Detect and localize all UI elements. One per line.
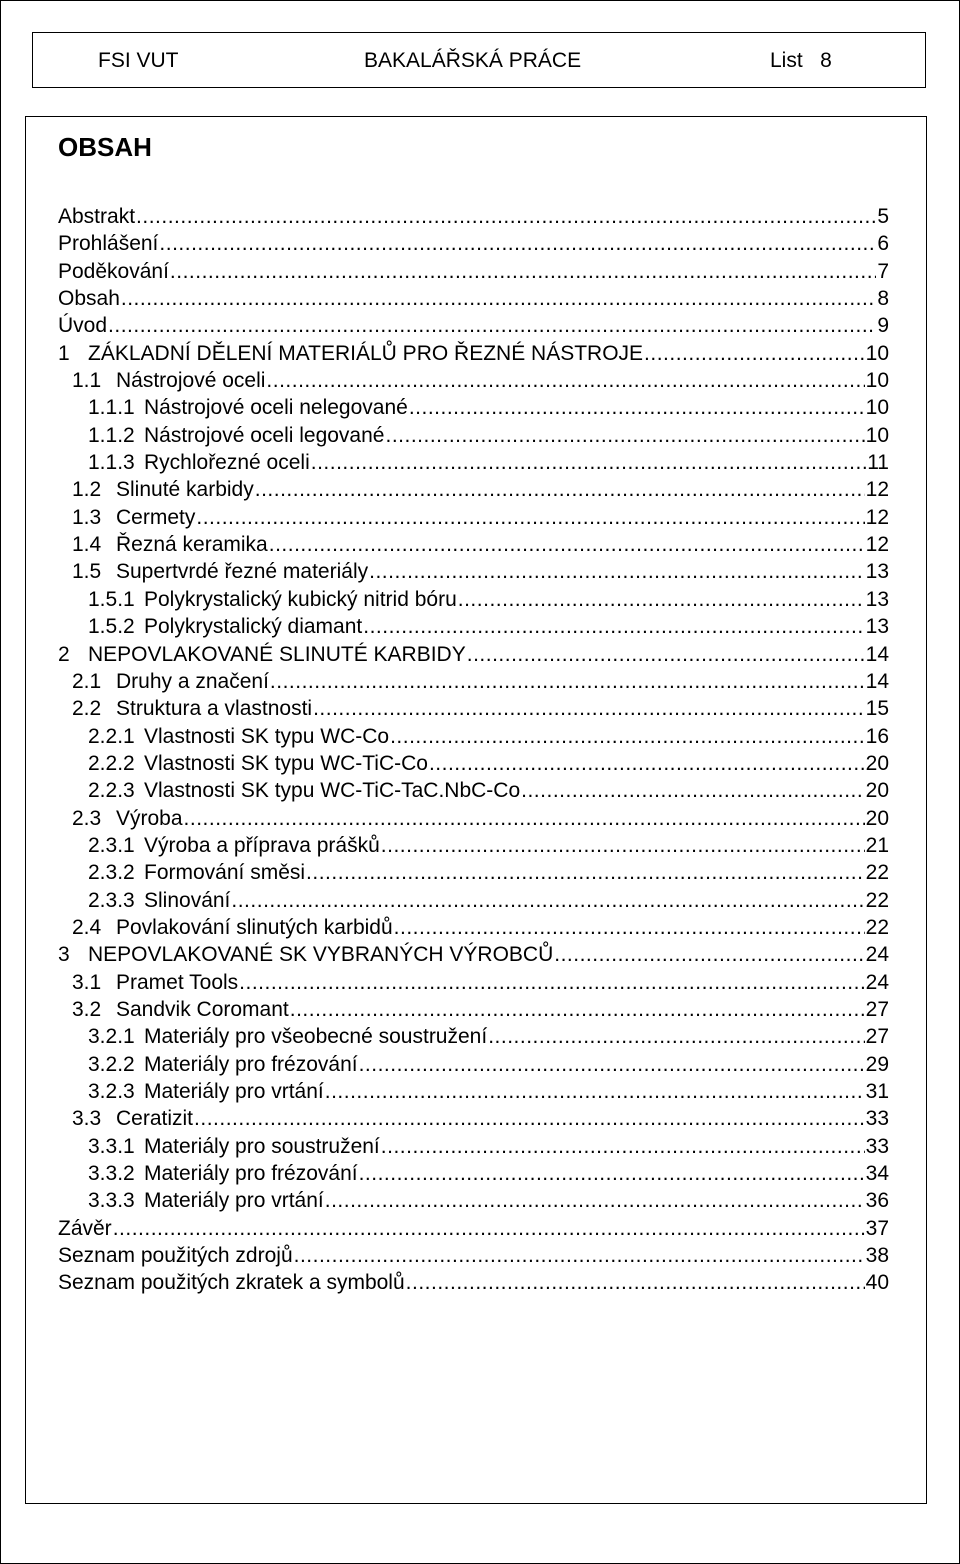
toc-dot-leader (325, 1078, 865, 1105)
toc-entry-label: Supertvrdé řezné materiály (116, 560, 369, 584)
toc-entry[interactable] (58, 777, 889, 804)
toc-entry[interactable] (58, 230, 889, 257)
toc-entry-number: 2 (58, 642, 70, 666)
toc-entry-page: 22 (865, 888, 889, 912)
toc-dot-leader (313, 695, 865, 722)
toc-entry-label: Rychlořezné oceli (144, 451, 310, 475)
toc-entry-label: Pramet Tools (116, 970, 239, 994)
toc-entry-page: 40 (865, 1271, 889, 1295)
toc-entry-number: 1 (58, 341, 70, 365)
toc-dot-leader (458, 586, 865, 613)
toc-dot-leader (136, 203, 876, 230)
toc-dot-leader (467, 641, 865, 668)
toc-dot-leader (306, 859, 865, 886)
toc-entry-page: 10 (865, 341, 889, 365)
toc-entry[interactable] (58, 1187, 889, 1214)
toc-entry-page: 10 (865, 423, 889, 447)
toc-entry-page: 27 (865, 997, 889, 1021)
toc-dot-leader (429, 750, 865, 777)
toc-dot-leader (406, 1269, 865, 1296)
toc-entry[interactable] (58, 422, 889, 449)
toc-entry-label: Materiály pro vrtání (144, 1080, 324, 1103)
toc-entry-page: 10 (865, 396, 889, 420)
toc-dot-leader (108, 312, 876, 339)
toc-entry-number: 1.5.1 (88, 587, 135, 611)
toc-dot-leader (359, 1160, 865, 1187)
toc-entry-number: 1.1 (72, 369, 102, 393)
toc-entry-label: Materiály pro soustružení (144, 1134, 380, 1158)
header-institution: FSI VUT (98, 49, 179, 72)
toc-entry-label: Abstrakt (58, 205, 136, 228)
toc-entry-label: Poděkování (58, 259, 169, 283)
toc-entry-number: 3.3.2 (88, 1162, 135, 1186)
toc-entry-number: 2.2.1 (88, 724, 135, 748)
toc-dot-leader (381, 832, 865, 859)
toc-entry-number: 2.3.3 (88, 888, 135, 912)
toc-dot-leader (194, 1105, 865, 1132)
toc-entry-label: Seznam použitých zkratek a symbolů (58, 1271, 405, 1295)
toc-entry-page: 31 (865, 1080, 889, 1103)
toc-entry-number: 3.3.1 (88, 1134, 135, 1158)
toc-entry-number: 2.2 (72, 697, 102, 721)
toc-entry-number: 3.2 (72, 997, 102, 1021)
toc-entry[interactable] (58, 613, 889, 640)
toc-entry-page: 15 (865, 697, 889, 721)
toc-entry-label: Povlakování slinutých karbidů (116, 915, 393, 939)
toc-entry[interactable] (58, 1051, 889, 1078)
toc-entry-label: Seznam použitých zdrojů (58, 1244, 293, 1268)
toc-entry[interactable] (58, 258, 889, 285)
toc-entry[interactable] (58, 969, 889, 996)
toc-entry[interactable] (58, 668, 889, 695)
toc-dot-leader (394, 914, 865, 941)
toc-entry[interactable] (58, 832, 889, 859)
toc-entry[interactable] (58, 285, 889, 312)
toc-entry-label: Materiály pro frézování (144, 1162, 358, 1186)
toc-entry-page: 36 (865, 1189, 889, 1213)
toc-entry-label: Vlastnosti SK typu WC-TiC-Co (144, 751, 428, 775)
toc-entry-label: Materiály pro vrtání (144, 1189, 324, 1213)
toc-entry-label: Nástrojové oceli legované (144, 423, 385, 447)
toc-entry-label: ZÁKLADNÍ DĚLENÍ MATERIÁLŮ PRO ŘEZNÉ NÁSTROJE (88, 341, 644, 365)
toc-entry[interactable] (58, 203, 889, 230)
toc-dot-leader (170, 258, 876, 285)
toc-entry-number: 2.3 (72, 806, 102, 830)
toc-entry-label: Obsah (58, 287, 120, 311)
toc-entry-page: 38 (865, 1244, 889, 1268)
toc-entry[interactable] (58, 367, 889, 394)
toc-entry-number: 1.5 (72, 560, 102, 584)
toc-dot-leader (294, 1242, 865, 1269)
toc-entry-number: 3.2.3 (88, 1080, 135, 1103)
toc-entry[interactable] (58, 859, 889, 886)
toc-entry-label: Řezná keramika (116, 533, 268, 557)
toc-entry-number: 1.5.2 (88, 615, 135, 639)
toc-entry[interactable] (58, 1078, 889, 1105)
toc-entry-label: Slinování (144, 888, 231, 912)
toc-entry-page: 33 (865, 1134, 889, 1158)
toc-dot-leader (325, 1187, 865, 1214)
toc-entry-number: 1.3 (72, 505, 102, 529)
toc-dot-leader (488, 1023, 864, 1050)
toc-entry-page: 8 (877, 287, 889, 311)
toc-dot-leader (311, 449, 866, 476)
toc-entry-label: Materiály pro frézování (144, 1052, 358, 1076)
toc-dot-leader (363, 613, 864, 640)
toc-entry-page: 20 (865, 806, 889, 830)
toc-dot-leader (385, 422, 864, 449)
toc-entry-page: 33 (865, 1107, 889, 1131)
toc-entry[interactable] (58, 1105, 889, 1132)
toc-entry-label: Slinuté karbidy (116, 478, 254, 502)
toc-dot-leader (290, 996, 865, 1023)
toc-entry-page: 27 (865, 1025, 889, 1049)
toc-entry-page: 14 (865, 642, 889, 666)
toc-entry-number: 2.1 (72, 669, 102, 693)
toc-entry-number: 3 (58, 943, 70, 967)
toc-entry-number: 3.3 (72, 1107, 102, 1131)
toc-entry-number: 2.3.2 (88, 861, 135, 885)
toc-entry-page: 13 (865, 560, 889, 584)
toc-entry-label: NEPOVLAKOVANÉ SLINUTÉ KARBIDY (88, 642, 466, 666)
toc-dot-leader (369, 558, 865, 585)
toc-entry-page: 9 (877, 314, 889, 338)
toc-entry-number: 2.2.3 (88, 779, 135, 803)
toc-entry-label: Polykrystalický diamant (144, 615, 363, 639)
toc-dot-leader (239, 969, 864, 996)
toc-entry[interactable] (58, 941, 889, 968)
toc-entry-number: 3.1 (72, 970, 102, 994)
toc-dot-leader (231, 887, 864, 914)
toc-entry-page: 14 (865, 669, 889, 693)
toc-entry-page: 37 (865, 1216, 889, 1240)
toc-entry-label: Druhy a značení (116, 669, 269, 693)
toc-entry[interactable] (58, 750, 889, 777)
toc-dot-leader (255, 476, 865, 503)
toc-entry[interactable] (58, 1242, 889, 1269)
toc-entry[interactable] (58, 394, 889, 421)
toc-entry-label: Formování směsi (144, 861, 306, 885)
toc-entry-number: 3.3.3 (88, 1189, 135, 1213)
toc-entry[interactable] (58, 695, 889, 722)
toc-entry-number: 2.2.2 (88, 751, 135, 775)
toc-dot-leader (390, 723, 865, 750)
toc-entry[interactable] (58, 504, 889, 531)
toc-entry-page: 12 (865, 505, 889, 529)
toc-entry-label: Nástrojové oceli nelegované (144, 396, 408, 420)
toc-entry-label: Úvod (58, 314, 108, 338)
page-header (32, 32, 926, 88)
toc-dot-leader (266, 367, 864, 394)
toc-entry[interactable] (58, 312, 889, 339)
toc-entry-number: 1.1.3 (88, 451, 135, 475)
toc-entry[interactable] (58, 1269, 889, 1296)
toc-entry-page: 12 (865, 478, 889, 502)
toc-entry-label: NEPOVLAKOVANÉ SK VYBRANÝCH VÝROBCŮ (88, 943, 554, 967)
toc-dot-leader (196, 504, 864, 531)
toc-entry-label: Vlastnosti SK typu WC-Co (144, 724, 390, 748)
content-area (25, 116, 927, 1504)
toc-dot-leader (359, 1051, 865, 1078)
toc-entry-page: 10 (865, 369, 889, 393)
toc-entry-label: Nástrojové oceli (116, 369, 266, 393)
toc-entry[interactable] (58, 1160, 889, 1187)
toc-entry-label: Cermety (116, 505, 196, 529)
toc-dot-leader (644, 340, 865, 367)
toc-entry-label: Výroba a příprava prášků (144, 833, 380, 857)
toc-entry[interactable] (58, 914, 889, 941)
toc-entry-number: 3.2.1 (88, 1025, 135, 1049)
toc-entry[interactable] (58, 1023, 889, 1050)
toc-entry-page: 34 (865, 1162, 889, 1186)
toc-entry-page: 12 (865, 533, 889, 557)
toc-dot-leader (121, 285, 876, 312)
toc-entry-label: Prohlášení (58, 232, 159, 256)
toc-entry[interactable] (58, 1215, 889, 1242)
toc-entry-page: 13 (865, 615, 889, 639)
toc-entry[interactable] (58, 531, 889, 558)
toc-entry-label: Závěr (58, 1216, 112, 1240)
toc-entry-page: 24 (865, 943, 889, 967)
toc-list (58, 203, 889, 1297)
toc-entry-label: Ceratizit (116, 1107, 194, 1131)
toc-entry[interactable] (58, 449, 889, 476)
toc-entry-page: 6 (877, 232, 889, 256)
toc-entry-page: 16 (865, 724, 889, 748)
header-document-type: BAKALÁŘSKÁ PRÁCE (364, 49, 582, 72)
toc-entry[interactable] (58, 805, 889, 832)
toc-entry-label: Sandvik Coromant (116, 997, 289, 1021)
toc-dot-leader (409, 394, 865, 421)
toc-entry[interactable] (58, 558, 889, 585)
toc-entry-label: Výroba (116, 806, 183, 830)
toc-dot-leader (184, 805, 865, 832)
toc-entry[interactable] (58, 887, 889, 914)
toc-entry-page: 5 (877, 205, 889, 228)
toc-dot-leader (113, 1215, 865, 1242)
toc-entry[interactable] (58, 641, 889, 668)
toc-entry-number: 1.2 (72, 478, 102, 502)
toc-entry-number: 3.2.2 (88, 1052, 135, 1076)
toc-entry[interactable] (58, 476, 889, 503)
toc-entry[interactable] (58, 996, 889, 1023)
toc-entry-page: 20 (865, 751, 889, 775)
toc-entry-page: 24 (865, 970, 889, 994)
toc-entry-page: 13 (865, 587, 889, 611)
toc-dot-leader (521, 777, 865, 804)
toc-entry-page: 7 (877, 259, 889, 283)
toc-entry-number: 2.3.1 (88, 833, 135, 857)
toc-entry[interactable] (58, 723, 889, 750)
toc-entry-number: 1.4 (72, 533, 102, 557)
toc-entry-page: 20 (865, 779, 889, 803)
toc-entry-label: Materiály pro všeobecné soustružení (144, 1025, 488, 1049)
toc-entry-number: 1.1.1 (88, 396, 135, 420)
toc-entry-number: 2.4 (72, 915, 102, 939)
toc-entry[interactable] (58, 586, 889, 613)
toc-dot-leader (159, 230, 876, 257)
toc-entry[interactable] (58, 340, 889, 367)
toc-dot-leader (270, 668, 865, 695)
toc-entry-label: Struktura a vlastnosti (116, 697, 313, 721)
toc-entry-page: 22 (865, 861, 889, 885)
toc-entry-page: 21 (865, 833, 889, 857)
toc-entry-label: Polykrystalický kubický nitrid bóru (144, 587, 457, 611)
toc-dot-leader (381, 1133, 865, 1160)
toc-title: OBSAH (58, 132, 152, 162)
toc-entry[interactable] (58, 1133, 889, 1160)
toc-dot-leader (269, 531, 865, 558)
toc-entry-page: 22 (865, 915, 889, 939)
toc-dot-leader (554, 941, 864, 968)
toc-entry-page: 29 (865, 1052, 889, 1076)
toc-entry-page: 11 (867, 451, 889, 475)
toc-entry-number: 1.1.2 (88, 423, 135, 447)
header-page-number: List 8 (770, 49, 832, 72)
toc-entry-label: Vlastnosti SK typu WC-TiC-TaC.NbC-Co (144, 779, 521, 803)
